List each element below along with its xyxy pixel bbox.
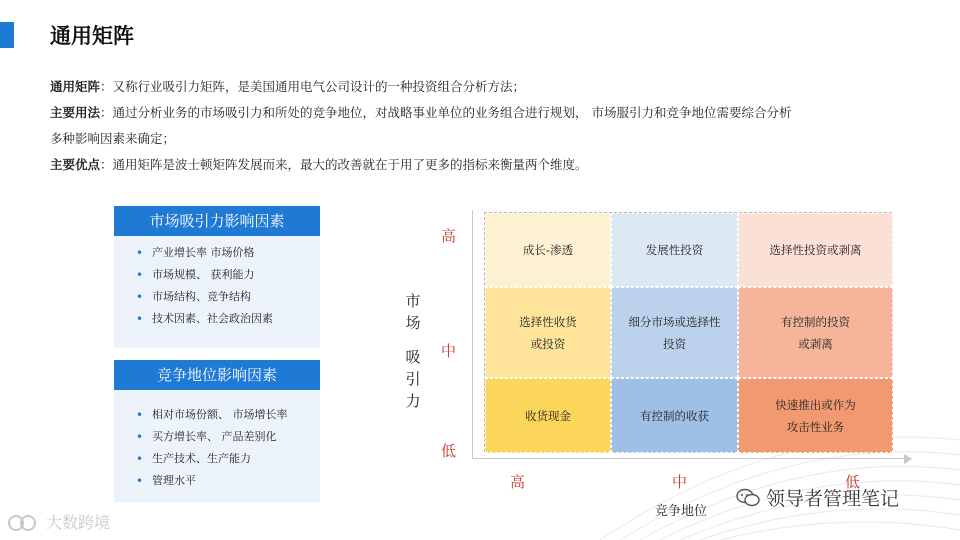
- intro-line-usage-cont: [50, 126, 910, 152]
- y-axis-line: [472, 210, 473, 458]
- logo-text: 大数跨境: [46, 513, 111, 532]
- intro-text: [50, 74, 910, 178]
- list-item: • 技术因素、社会政治因素: [136, 308, 320, 330]
- list-item: • 市场规模、 获利能力: [136, 264, 320, 286]
- matrix-cell: [485, 378, 611, 453]
- watermark: [736, 484, 899, 511]
- logo-mark-icon: [6, 512, 40, 532]
- x-axis-arrow-icon: [904, 454, 912, 464]
- y-axis-title: [402, 290, 424, 412]
- matrix-cell: [611, 213, 738, 287]
- x-axis-line: [472, 458, 908, 459]
- title-accent-bar: [0, 22, 14, 48]
- matrix-cell-label: 选择性投资或剥离: [769, 243, 862, 257]
- matrix-cell-label: 快速推出或作为 攻击性业务: [775, 397, 856, 434]
- matrix-cell-label: 有控制的收获: [640, 408, 709, 423]
- panel-title: 竞争地位影响因素: [114, 360, 320, 390]
- matrix-cell-label: 有控制的投资 或剥离: [781, 314, 850, 351]
- x-level-low: 低: [845, 473, 861, 491]
- matrix-cell: [611, 287, 738, 378]
- y-axis-title-part: 市场: [405, 292, 421, 332]
- y-level-mid: 中: [441, 342, 457, 360]
- factor-list: [114, 236, 320, 330]
- matrix-cell: [738, 213, 893, 287]
- brand-logo: [6, 510, 110, 533]
- intro-key: 主要用法: [50, 105, 101, 120]
- wechat-icon: [736, 488, 760, 508]
- list-item: • 管理水平: [136, 470, 320, 492]
- matrix-cell: [611, 378, 738, 453]
- competitive-position-panel: [114, 360, 320, 502]
- matrix-cell-label: 收货现金: [525, 408, 571, 423]
- matrix-cell-label: 选择性收货 或投资: [519, 314, 577, 351]
- matrix-cell: [738, 378, 893, 453]
- intro-line-advantage: [50, 152, 910, 178]
- list-item: • 市场结构、竞争结构: [136, 286, 320, 308]
- intro-value: ：又称行业吸引力矩阵，是美国通用电气公司设计的一种投资组合分析方法；: [100, 79, 526, 94]
- panel-title: 市场吸引力影响因素: [114, 206, 320, 236]
- list-item: • 相对市场份额、 市场增长率: [136, 404, 320, 426]
- x-level-mid: 中: [672, 473, 688, 491]
- list-item: • 产业增长率 市场价格: [136, 242, 320, 264]
- y-axis-title-part: 吸引力: [405, 348, 421, 410]
- intro-value: ：通用矩阵是波士顿矩阵发展而来，最大的改善就在于用了更多的指标来衡量两个维度。: [100, 157, 588, 172]
- intro-value: ：通过分析业务的市场吸引力和所处的竞争地位，对战略事业单位的业务组合进行规划， 市场服引力和竞争地位需要综合分析: [100, 105, 792, 120]
- factor-list: [114, 390, 320, 492]
- intro-line-usage: [50, 100, 910, 126]
- matrix-cell-label: 成长-渗透: [522, 243, 574, 257]
- matrix-cell: [485, 287, 611, 378]
- y-level-low: 低: [441, 442, 457, 460]
- intro-line-definition: [50, 74, 910, 100]
- page-title: 通用矩阵: [50, 24, 134, 48]
- y-level-high: 高: [441, 227, 457, 245]
- intro-key: 通用矩阵: [50, 79, 101, 94]
- matrix-cell: [485, 213, 611, 287]
- intro-value: 多种影响因素来确定；: [50, 131, 176, 146]
- x-level-high: 高: [510, 473, 526, 491]
- matrix-cell: [738, 287, 893, 378]
- matrix-cell-label: 细分市场或选择性 投资: [628, 314, 721, 351]
- watermark-text: 领导者管理笔记: [766, 488, 900, 510]
- intro-key: 主要优点: [50, 157, 101, 172]
- list-item: • 买方增长率、 产品差别化: [136, 426, 320, 448]
- matrix-cell-label: 发展性投资: [645, 243, 704, 257]
- ge-matrix-grid: [484, 212, 892, 452]
- list-item: • 生产技术、生产能力: [136, 448, 320, 470]
- x-axis-title: 竞争地位: [655, 504, 708, 519]
- market-attractiveness-panel: [114, 206, 320, 348]
